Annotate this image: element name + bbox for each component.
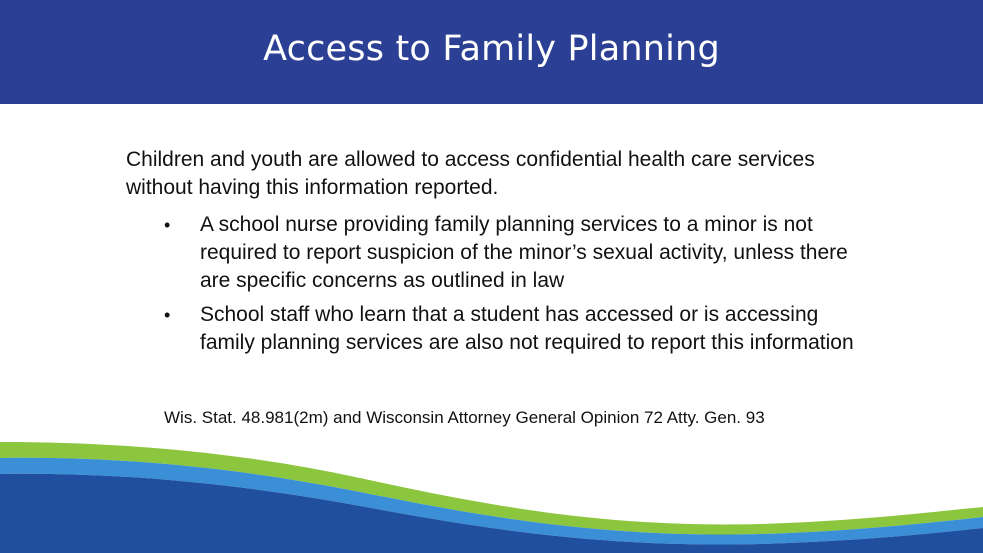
- bullet-item: [126, 301, 866, 357]
- bullet-marker: •: [164, 305, 171, 325]
- decorative-wave: [0, 420, 983, 553]
- bullet-item: [126, 211, 866, 295]
- intro-text: Children and youth are allowed to access confidential health care services without having this information reported.: [126, 148, 815, 199]
- slide-title: Access to Family Planning: [263, 29, 720, 69]
- bullet-text: School staff who learn that a student has accessed or is accessing family planning services are also not required to report this information: [200, 303, 854, 354]
- slide-content: [126, 146, 886, 363]
- bullet-text: A school nurse providing family planning services to a minor is not required to report suspicion of the minor’s sexual activity, unless there are specific concerns as outlined in law: [200, 213, 848, 292]
- citation-text: Wis. Stat. 48.981(2m) and Wisconsin Attorney General Opinion 72 Atty. Gen. 93: [164, 408, 765, 427]
- bullet-marker: •: [164, 215, 171, 235]
- bullet-list: [126, 211, 886, 357]
